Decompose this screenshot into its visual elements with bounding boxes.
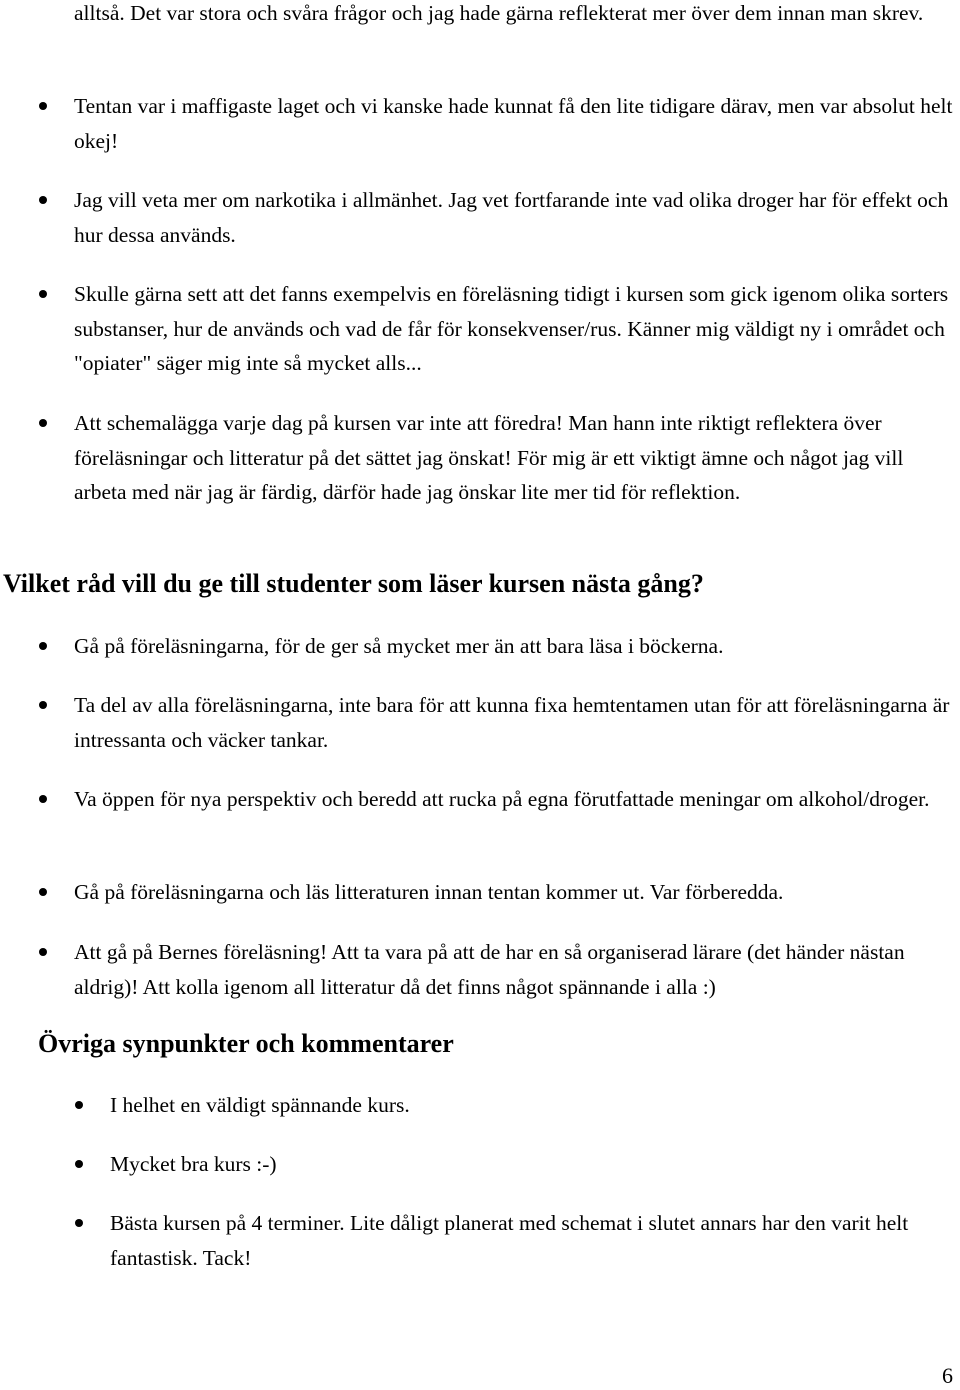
bullet-icon xyxy=(39,196,47,204)
bullet-icon xyxy=(39,795,47,803)
bullet-icon xyxy=(39,290,47,298)
continuation-text: alltså. Det var stora och svåra frågor och jag hade gärna reflekterat mer över dem innan man skrev. xyxy=(74,1,924,25)
section-heading: Övriga synpunkter och kommentarer xyxy=(38,1029,454,1058)
bullet-icon xyxy=(39,701,47,709)
list-item: Gå på föreläsningarna, för de ger så mycket mer än att bara läsa i böckerna. xyxy=(74,634,724,658)
list-item: I helhet en väldigt spännande kurs. xyxy=(110,1093,410,1117)
section-heading: Vilket råd vill du ge till studenter som läser kursen nästa gång? xyxy=(3,569,704,598)
list-item: Bästa kursen på 4 terminer. Lite dåligt planerat med schemat i slutet annars har den varit helt fantastisk. Tack! xyxy=(110,1211,909,1270)
bullet-icon xyxy=(39,642,47,650)
list-item: Skulle gärna sett att det fanns exempelvis en föreläsning tidigt i kursen som gick igenom olika sorters substanser, hur de används och vad de får för konsekvenser/rus. Känner mig väldigt ny i området och "opiater" säger mig inte så mycket alls... xyxy=(74,282,949,375)
list-item: Mycket bra kurs :-) xyxy=(110,1152,277,1176)
list-item: Att schemalägga varje dag på kursen var inte att föredra! Man hann inte riktigt reflektera över föreläsningar och litteratur på det sättet jag önskat! För mig är ett viktigt ämne och något jag vill arbeta med när jag är färdig, därför hade jag önskar lite mer tid för reflektion. xyxy=(74,411,904,504)
bullet-icon xyxy=(75,1219,83,1227)
bullet-icon xyxy=(75,1160,83,1168)
bullet-icon xyxy=(39,419,47,427)
list-item: Va öppen för nya perspektiv och beredd att rucka på egna förutfattade meningar om alkohol/droger. xyxy=(74,787,930,811)
list-item: Gå på föreläsningarna och läs litteraturen innan tentan kommer ut. Var förberedda. xyxy=(74,880,784,904)
bullet-icon xyxy=(39,102,47,110)
page-number: 6 xyxy=(942,1363,953,1388)
bullet-icon xyxy=(75,1101,83,1109)
list-item: Jag vill veta mer om narkotika i allmänhet. Jag vet fortfarande inte vad olika droger har för effekt och hur dessa används. xyxy=(74,188,949,247)
bullet-icon xyxy=(39,948,47,956)
bullet-icon xyxy=(39,888,47,896)
list-item: Tentan var i maffigaste laget och vi kanske hade kunnat få den lite tidigare därav, men var absolut helt okej! xyxy=(74,94,953,153)
list-item: Att gå på Bernes föreläsning! Att ta vara på att de har en så organiserad lärare (det händer nästan aldrig)! Att kolla igenom all litteratur då det finns något spännande i alla :) xyxy=(74,940,905,999)
list-item: Ta del av alla föreläsningarna, inte bara för att kunna fixa hemtentamen utan för att föreläsningarna är intressanta och väcker tankar. xyxy=(74,693,950,752)
